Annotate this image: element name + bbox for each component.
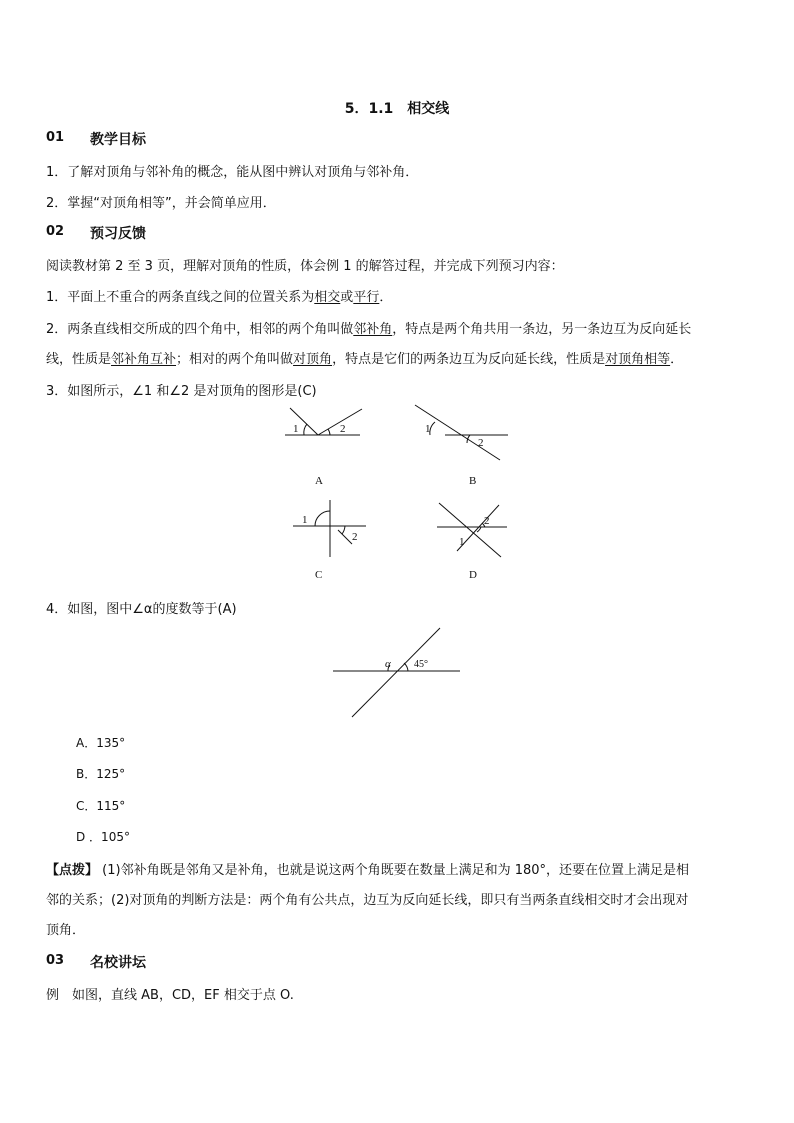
angle-arc-45 [404, 663, 408, 671]
example-text: 例 如图，直线 AB，CD，EF 相交于点 O. [46, 988, 294, 1003]
choice-b: B．125° [76, 767, 126, 781]
angle-label-2: 2 [340, 423, 346, 435]
q2-text: ． [670, 352, 684, 367]
answer-blank: 相交 [314, 290, 341, 305]
angle-label-45: 45° [414, 659, 428, 670]
section-number: 02 [46, 224, 65, 239]
q2-text: ；相对的两个角叫做 [176, 352, 294, 367]
answer-blank: 平行 [353, 290, 380, 305]
choice-c: C．115° [76, 799, 126, 813]
page-title: 5．1.1 相交线 [344, 101, 450, 117]
question-2-line-1 [46, 318, 691, 337]
ray-diagonal [338, 530, 352, 544]
choice-d: D ．105° [76, 830, 130, 844]
figure-label-b: B [469, 475, 477, 487]
tip-text: (1)邻补角既是邻角又是补角，也就是说这两个角既要在数量上满足和为 180°，还要在位置上满足是相 [98, 863, 690, 878]
angle-arc-1 [315, 511, 330, 526]
tip-line-1 [46, 859, 689, 878]
figure-a [280, 405, 365, 440]
angle-label-2: 2 [478, 437, 484, 449]
goal-2: 2．掌握“对顶角相等”，并会简单应用． [46, 196, 276, 211]
q1-text: 或 [340, 290, 354, 305]
angle-arc-2 [467, 435, 470, 443]
tip-line-3: 顶角． [46, 923, 86, 938]
figure-q4 [330, 625, 465, 720]
slanted-line [352, 628, 440, 717]
angle-label-1: 1 [302, 514, 308, 526]
angle-label-1: 1 [293, 423, 299, 435]
intro-text: 阅读教材第 2 至 3 页，理解对顶角的性质，体会例 1 的解答过程，并完成下列预习内容： [46, 259, 564, 274]
tip-heading: 【点拨】 [46, 863, 99, 878]
q2-text: 线，性质是 [46, 352, 112, 367]
figure-label-a: A [315, 475, 323, 487]
angle-arc-1 [430, 422, 435, 435]
question-3: 3．如图所示，∠1 和∠2 是对顶角的图形是(C) [46, 384, 317, 399]
answer-blank: 对顶角相等 [605, 352, 671, 367]
figure-c [290, 497, 370, 561]
section-title: 预习反馈 [90, 226, 146, 242]
answer-blank: 对顶角 [293, 352, 333, 367]
angle-label-1: 1 [459, 536, 465, 548]
angle-arc-2 [342, 526, 345, 534]
question-2-line-2 [46, 348, 683, 367]
figure-label-c: C [315, 569, 323, 581]
angle-label-1: 1 [425, 423, 431, 435]
angle-arc-2 [328, 429, 330, 435]
q2-text: 2．两条直线相交所成的四个角中，相邻的两个角叫做 [46, 322, 354, 337]
angle-label-2: 2 [352, 531, 358, 543]
section-number: 01 [46, 130, 65, 145]
answer-blank: 邻补角 [353, 322, 393, 337]
figure-label-d: D [469, 569, 477, 581]
section-title: 名校讲坛 [90, 955, 146, 971]
angle-label-alpha: α [385, 658, 391, 670]
angle-label-2: 2 [484, 515, 490, 527]
question-1 [46, 286, 392, 305]
answer-blank: 邻补角互补 [111, 352, 177, 367]
angle-arc-1 [304, 424, 307, 435]
question-4: 4．如图，图中∠α的度数等于(A) [46, 602, 237, 617]
tip-line-2: 邻的关系；(2)对顶角的判断方法是：两个角有公共点，边互为反向延长线，即只有当两条直线相交时才会出现对 [46, 893, 689, 908]
q1-text: ． [379, 290, 393, 305]
goal-1: 1．了解对顶角与邻补角的概念，能从图中辨认对顶角与邻补角． [46, 165, 419, 180]
section-number: 03 [46, 953, 65, 968]
choice-a: A．135° [76, 736, 126, 750]
figure-d [433, 499, 513, 561]
q1-text: 1．平面上不重合的两条直线之间的位置关系为 [46, 290, 315, 305]
figure-b [410, 402, 510, 464]
section-title: 教学目标 [90, 132, 146, 148]
q2-text: ，特点是两个角共用一条边，另一条边互为反向延长 [392, 322, 692, 337]
diagonal-line-1 [439, 503, 501, 557]
q2-text: ，特点是它们的两条边互为反向延长线，性质是 [332, 352, 606, 367]
